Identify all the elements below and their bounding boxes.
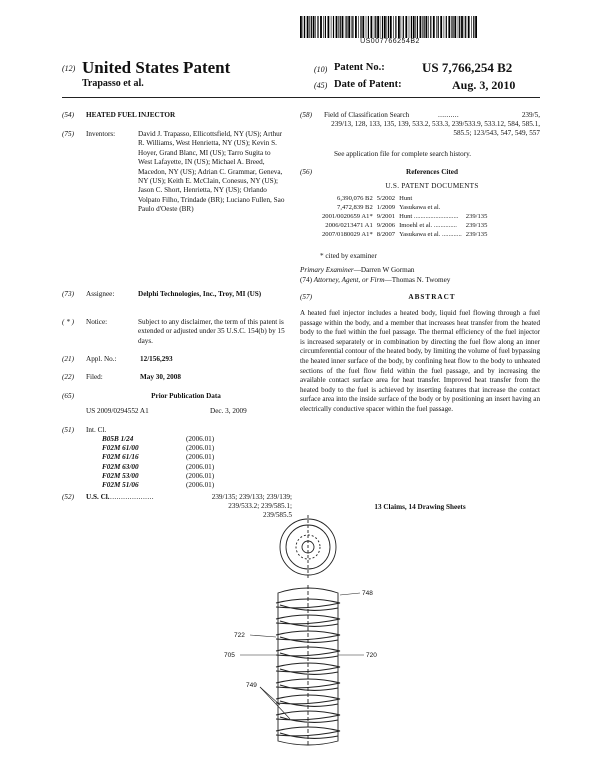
barcode-bar: [465, 16, 466, 38]
barcode-bar: [417, 16, 418, 38]
reference-name: Yasukawa et al. ............: [399, 231, 462, 238]
barcode-bar: [393, 16, 394, 38]
barcode-bar: [468, 16, 470, 38]
barcode-bar: [342, 16, 344, 38]
reference-name: Yasukawa et al.: [399, 204, 441, 211]
barcode-bar: [448, 16, 450, 38]
barcode-bar: [362, 16, 364, 38]
barcode-bar: [311, 16, 312, 38]
int-cl-class: F02M 53/00: [102, 471, 139, 480]
barcode-bar: [438, 16, 439, 38]
int-cl-version: (2006.01): [186, 453, 215, 462]
filed-label: Filed:: [86, 373, 103, 381]
barcode-bar: [454, 16, 456, 38]
barcode-bar: [360, 16, 361, 38]
barcode-bar: [405, 16, 407, 38]
prior-pub-title: Prior Publication Data: [151, 392, 221, 400]
barcode-bar: [368, 16, 369, 38]
barcode-bar: [315, 16, 316, 38]
reference-date: 9/2001: [376, 213, 396, 220]
barcode-bar: [328, 16, 330, 38]
barcode-bar: [346, 16, 347, 38]
barcode-bar: [452, 16, 453, 38]
barcode-bar: [336, 16, 338, 38]
barcode-bar: [459, 16, 460, 38]
primary-examiner: Primary Examiner—Darren W Gorman: [300, 266, 415, 274]
reference-cls: 239/135: [465, 222, 488, 229]
int-cl-row: [100, 444, 216, 453]
barcode-bar: [371, 16, 373, 38]
barcode-bar: [340, 16, 341, 38]
ref-label-748: 748: [362, 590, 373, 597]
barcode-bar: [307, 16, 309, 38]
barcode-bar: [444, 16, 445, 38]
int-cl-class: F02M 51/06: [102, 481, 139, 490]
references-table: [320, 194, 489, 239]
int-cl-row: [100, 463, 216, 472]
inventors-value: David J. Trapasso, Ellicottsfield, NY (US); Arthur R. Williams, West Henrietta, NY (US); Kevin S. Hoyer, Grand Blanc, MI (US); Tarro Sugita to West Lafayette, IN (US); Michael A. Breed, Macedon, NY (US); Adrian C. Grammar, Geneva, NY (US); Keith E. McClain, Conesus, NY (US); Jason C. Short, Henrietta, NY (US); Orlando Volpato Filho, Trindade (BR); Luciano Fullen, Sao Paulo d'Oeste (BR): [138, 130, 285, 214]
code-45: (45): [314, 81, 328, 90]
barcode-bar: [317, 16, 318, 38]
code-54: (54): [62, 111, 74, 119]
barcode-bar: [430, 16, 431, 38]
filed-value: May 30, 2008: [140, 373, 181, 381]
barcode-bar: [320, 16, 322, 38]
barcode-bar: [352, 16, 353, 38]
primary-examiner-value: Darren W Gorman: [360, 266, 415, 274]
primary-examiner-label: Primary Examiner: [300, 266, 354, 274]
reference-name: Imoehl et al. ..............: [399, 222, 457, 229]
barcode-bar: [384, 16, 386, 38]
code-22: (22): [62, 373, 74, 381]
claims-sheets: 13 Claims, 14 Drawing Sheets: [374, 503, 466, 511]
barcode-number: US007766254B2: [360, 38, 420, 45]
code-21: (21): [62, 355, 74, 363]
barcode-bar: [358, 16, 359, 38]
barcode-bar: [451, 16, 452, 38]
barcode-bar: [338, 16, 339, 38]
abstract-label: ABSTRACT: [408, 293, 456, 301]
code-56: (56): [300, 168, 312, 176]
barcode-bar: [424, 16, 425, 38]
reference-row: [320, 203, 489, 212]
field-search-dots: ..........: [438, 111, 459, 119]
barcode-bar: [300, 16, 302, 38]
prior-pub-date: Dec. 3, 2009: [210, 407, 247, 415]
reference-date: 9/2006: [376, 222, 396, 229]
patent-no-label: Patent No.:: [334, 62, 385, 73]
barcode-bar: [401, 16, 402, 38]
reference-name: Hunt: [399, 195, 413, 202]
barcode-bar: [464, 16, 465, 38]
reference-date: 1/2009: [376, 204, 396, 211]
barcode-bar: [395, 16, 396, 38]
barcode-bar: [390, 16, 392, 38]
barcode-bar: [375, 16, 376, 38]
reference-date: 5/2002: [376, 195, 396, 202]
barcode-bar: [331, 16, 332, 38]
barcode-bar: [377, 16, 379, 38]
header-rule: [62, 97, 540, 98]
barcode-bar: [398, 16, 400, 38]
int-cl-class: F02M 63/00: [102, 462, 139, 471]
barcode-bar: [366, 16, 367, 38]
reference-date: 8/2007: [376, 231, 396, 238]
barcode-bar: [409, 16, 410, 38]
code-12: (12): [62, 64, 76, 73]
int-cl-version: (2006.01): [186, 462, 215, 471]
us-cl-dots: ....................: [110, 493, 154, 501]
int-cl-class: B05B 1/24: [102, 435, 134, 443]
reference-row: [320, 194, 489, 203]
attorney-value: Thomas N. Twomey: [391, 276, 451, 284]
code-57: (57): [300, 293, 312, 301]
reference-row: [320, 221, 489, 230]
barcode-bar: [446, 16, 447, 38]
code-notice: ( * ): [62, 318, 74, 326]
barcode-bar: [436, 16, 437, 38]
patent-date: Aug. 3, 2010: [452, 78, 516, 92]
code-73: (73): [62, 290, 74, 298]
search-history-note: See application file for complete search history.: [334, 150, 472, 158]
reference-cls: 239/135: [465, 213, 488, 220]
appl-no-label: Appl. No.:: [86, 355, 117, 363]
barcode-bar: [333, 16, 334, 38]
barcode-bar: [348, 16, 350, 38]
ref-label-722: 722: [234, 632, 245, 639]
barcode-bar: [403, 16, 404, 38]
abstract-text: A heated fuel injector includes a heated body, liquid fuel flowing through a fuel passage within the body, and a member that increases heat transfer from the heated body to the fuel within the fuel passage. The thermal efficiency of the fuel injector is increased separately or in combination by directing the fuel flow along an inner circumferential contour of the heated body, by limiting the volume of fuel bypassing the heated inner surface of the body, by confining heat flow to the body to unheated sections of the fuel flow field within the fuel passage, and by increasing the available contact surface area for heat transfer. Improved heat transfer from the heated body to the fuel is achieved by inserting features that increase the contact surface area into the inside surface of the body or by positioning an insert having an electrically conductive spacer within the fuel passage.: [300, 309, 540, 413]
attorney-line: (74) Attorney, Agent, or Firm—Thomas N. Twomey: [300, 276, 451, 284]
int-cl-row: [100, 481, 216, 490]
barcode-bar: [313, 16, 315, 38]
barcode-bar: [415, 16, 416, 38]
barcode-bar: [374, 16, 375, 38]
us-cl-label: U.S. Cl.: [86, 493, 110, 501]
int-cl-row: [100, 453, 216, 462]
barcode-bar: [475, 16, 477, 38]
barcode-bar: [461, 16, 463, 38]
int-cl-row: [100, 435, 216, 444]
inventors-label: Inventors:: [86, 130, 116, 138]
int-cl-version: (2006.01): [186, 471, 215, 480]
barcode-bar: [413, 16, 415, 38]
barcode-bar: [345, 16, 346, 38]
reference-no: 6,390,076 B2: [337, 195, 373, 202]
barcode-bar: [309, 16, 310, 38]
barcode-bar: [304, 16, 305, 38]
barcode-bar: [303, 16, 304, 38]
patent-drawing: [180, 515, 440, 760]
code-65: (65): [62, 392, 74, 400]
patent-no: US 7,766,254 B2: [422, 60, 513, 75]
references-label: References Cited: [406, 168, 458, 176]
barcode-bar: [351, 16, 352, 38]
field-search-label: Field of Classification Search: [324, 111, 410, 119]
barcode-bar: [420, 16, 422, 38]
assignee-value: Delphi Technologies, Inc., Troy, MI (US): [138, 290, 262, 298]
field-search-first: 239/5,: [521, 111, 540, 119]
attorney-label: Attorney, Agent, or Firm: [313, 276, 385, 284]
applicant-short: Trapasso et al.: [82, 78, 144, 89]
reference-no: 7,472,839 B2: [337, 204, 373, 211]
reference-row: [320, 212, 489, 221]
patent-title: HEATED FUEL INJECTOR: [86, 111, 176, 119]
prior-pub-no: US 2009/0294552 A1: [86, 407, 149, 415]
code-52: (52): [62, 493, 74, 501]
barcode-bar: [388, 16, 389, 38]
barcode-bar: [382, 16, 383, 38]
reference-cls: [464, 203, 490, 212]
cited-by-examiner: * cited by examiner: [320, 252, 377, 260]
barcode-bar: [355, 16, 357, 38]
reference-row: [320, 230, 489, 239]
int-cl-version: (2006.01): [186, 444, 215, 453]
reference-cls: [464, 194, 490, 203]
date-label: Date of Patent:: [334, 79, 402, 90]
code-51: (51): [62, 426, 74, 434]
document-title: United States Patent: [82, 58, 231, 77]
ref-label-705: 705: [224, 652, 235, 659]
barcode-bar: [422, 16, 423, 38]
barcode-bar: [426, 16, 428, 38]
barcode-bar: [458, 16, 459, 38]
ref-label-749: 749: [246, 682, 257, 689]
barcode-bar: [323, 16, 324, 38]
notice-value: Subject to any disclaimer, the term of this patent is extended or adjusted under 35 U.S.C. 154(b) by 15 days.: [138, 318, 285, 345]
int-cl-row: [100, 472, 216, 481]
int-cl-label: Int. Cl.: [86, 426, 107, 434]
barcode-bar: [411, 16, 412, 38]
barcode-bar: [433, 16, 435, 38]
int-cl-class: F02M 61/00: [102, 444, 139, 453]
barcode-bar: [440, 16, 442, 38]
int-cl-version: (2006.01): [186, 435, 215, 443]
barcode-bar: [325, 16, 326, 38]
barcode-bar: [387, 16, 388, 38]
reference-no: 2007/0180029 A1*: [322, 231, 373, 238]
barcode-bar: [380, 16, 381, 38]
us-patent-docs: U.S. PATENT DOCUMENTS: [385, 182, 479, 190]
reference-no: 2001/0020659 A1*: [322, 213, 373, 220]
reference-no: 2006/0213471 A1: [325, 222, 373, 229]
barcode-bar: [471, 16, 472, 38]
assignee-label: Assignee:: [86, 290, 115, 298]
code-74: (74): [300, 276, 312, 284]
int-cl-table: [100, 435, 216, 490]
reference-cls: 239/135: [465, 231, 488, 238]
barcode-bar: [428, 16, 429, 38]
us-cl-value: 239/135; 239/133; 239/139; 239/533.2; 239/585.1; 239/585.5: [211, 493, 292, 520]
reference-name: Hunt ...........................: [399, 213, 459, 220]
code-75: (75): [62, 130, 74, 138]
barcode-bar: [473, 16, 474, 38]
notice-label: Notice:: [86, 318, 108, 326]
int-cl-class: F02M 61/16: [102, 453, 139, 462]
ref-label-720: 720: [366, 652, 377, 659]
barcode: [300, 16, 480, 38]
field-search-value: 239/13, 128, 133, 135, 139, 533.2, 533.3, 239/533.9, 533.12, 584, 585.1, 585.5; 123/543, 547, 549, 557: [331, 120, 540, 138]
int-cl-version: (2006.01): [186, 481, 215, 490]
appl-no-value: 12/156,293: [140, 355, 173, 363]
code-10: (10): [314, 65, 328, 74]
code-58: (58): [300, 111, 312, 119]
